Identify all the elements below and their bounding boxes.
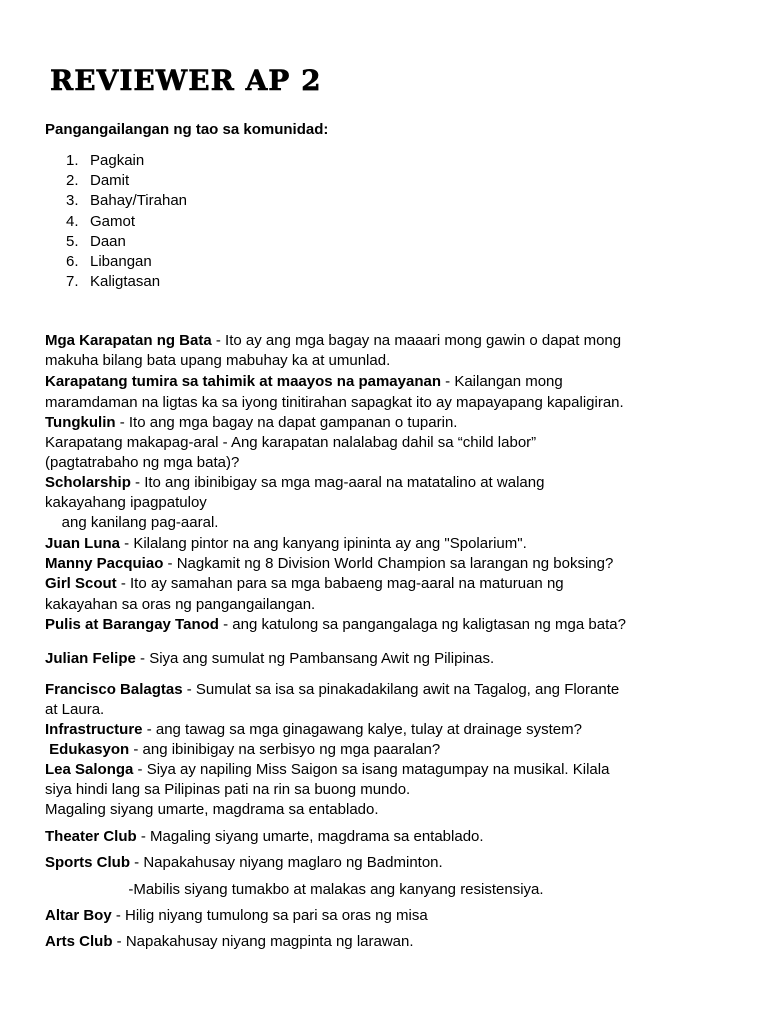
list-item: 7. Kaligtasan bbox=[66, 273, 161, 291]
text-line: Infrastructure - ang tawag sa mga ginagawang kalye, tulay at drainage system? bbox=[45, 721, 582, 738]
text-line: Scholarship - Ito ang ibinibigay sa mga mag-aaral na matatalino at walang bbox=[45, 474, 545, 491]
text-line: (pagtatrabaho ng mga bata)? bbox=[45, 454, 240, 471]
section-heading: Pangangailangan ng tao sa komunidad: bbox=[45, 121, 329, 138]
text-line: Francisco Balagtas - Sumulat sa isa sa pinakadakilang awit na Tagalog, ang Florante bbox=[45, 681, 620, 698]
list-item: 6. Libangan bbox=[66, 253, 152, 271]
text-line: Magaling siyang umarte, magdrama sa entablado. bbox=[45, 801, 379, 818]
list-item: 3. Bahay/Tirahan bbox=[66, 192, 188, 210]
text-line: Altar Boy - Hilig niyang tumulong sa pari sa oras ng misa bbox=[45, 907, 428, 924]
list-item: 1. Pagkain bbox=[66, 152, 145, 169]
text-line: Pulis at Barangay Tanod - ang katulong sa pangangalaga ng kaligtasan ng mga bata? bbox=[45, 616, 626, 633]
text-line: Arts Club - Napakahusay niyang magpinta ng larawan. bbox=[45, 933, 414, 950]
text-line: Juan Luna - Kilalang pintor na ang kanyang ipininta ay ang "Spolarium". bbox=[45, 535, 527, 552]
list-item: 4. Gamot bbox=[66, 212, 136, 230]
text-line: Mga Karapatan ng Bata - Ito ay ang mga bagay na maaari mong gawin o dapat mong bbox=[45, 332, 622, 349]
text-line: Edukasyon - ang ibinibigay na serbisyo ng mga paaralan? bbox=[45, 741, 441, 758]
text-line: Karapatang makapag-aral - Ang karapatan nalalabag dahil sa “child labor” bbox=[45, 434, 537, 451]
list-item: 2. Damit bbox=[66, 172, 130, 190]
text-line: Theater Club - Magaling siyang umarte, magdrama sa entablado. bbox=[45, 828, 484, 845]
text-line: -Mabilis siyang tumakbo at malakas ang kanyang resistensiya. bbox=[45, 881, 544, 898]
text-line: Julian Felipe - Siya ang sumulat ng Pambansang Awit ng Pilipinas. bbox=[45, 650, 495, 667]
text-line: makuha bilang bata upang mabuhay ka at umunlad. bbox=[45, 352, 391, 369]
needs-list bbox=[66, 151, 187, 292]
text-line: maramdaman na ligtas ka sa iyong tinitirahan sapagkat ito ay mapayapang kapaligiran. bbox=[45, 394, 624, 411]
text-line: ang kanilang pag-aaral. bbox=[45, 514, 219, 531]
text-line: at Laura. bbox=[45, 701, 105, 718]
list-item: 5. Daan bbox=[66, 232, 126, 250]
document-title: REVIEWER AP 2 bbox=[50, 64, 322, 97]
text-line: kakayahan sa oras ng pangangailangan. bbox=[45, 596, 316, 613]
text-line: Sports Club - Napakahusay niyang maglaro ng Badminton. bbox=[45, 854, 443, 871]
text-line: Tungkulin - Ito ang mga bagay na dapat gampanan o tuparin. bbox=[45, 414, 458, 431]
text-line: Karapatang tumira sa tahimik at maayos na pamayanan - Kailangan mong bbox=[45, 373, 563, 390]
text-line: Manny Pacquiao - Nagkamit ng 8 Division World Champion sa larangan ng boksing? bbox=[45, 555, 614, 572]
text-line: kakayahang ipagpatuloy bbox=[45, 494, 207, 511]
text-line: Lea Salonga - Siya ay napiling Miss Saigon sa isang matagumpay na musikal. Kilala bbox=[45, 761, 610, 778]
text-line: Girl Scout - Ito ay samahan para sa mga babaeng mag-aaral na maturuan ng bbox=[45, 575, 564, 592]
text-line: siya hindi lang sa Pilipinas pati na rin sa buong mundo. bbox=[45, 781, 411, 798]
